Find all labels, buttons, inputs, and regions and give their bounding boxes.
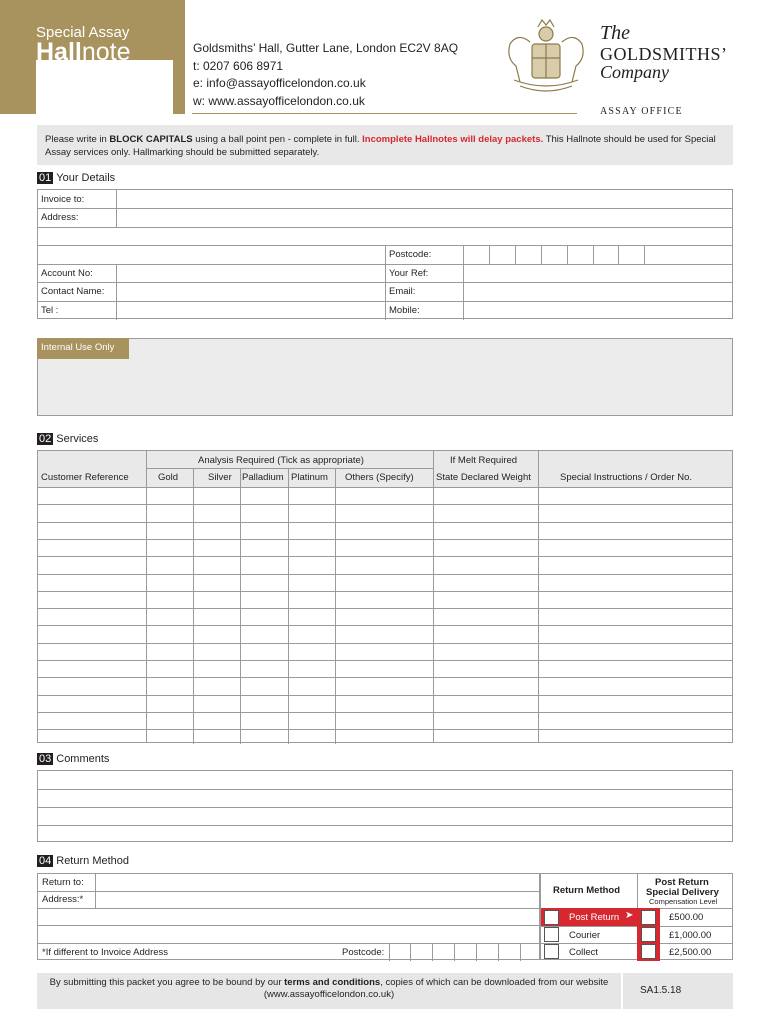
tel-label: Tel : [41,305,59,316]
company-suffix: Company [600,62,669,82]
footer-divider [621,973,623,1009]
col-customer-reference: Customer Reference [41,472,129,483]
invoice-to-label: Invoice to: [41,194,85,205]
col-declared-weight: State Declared Weight [436,472,531,483]
arrow-right-icon: ➤ [625,910,634,921]
contact-email: e: info@assayofficelondon.co.uk [193,76,366,90]
service-row-line [38,591,732,592]
section-03-title: 03 Comments [39,753,110,765]
collect-checkbox[interactable] [544,944,559,959]
col-silver: Silver [208,472,232,483]
special-delivery-header: Special Delivery [646,887,719,898]
contact-block [193,40,458,110]
internal-use-label: Internal Use Only [37,338,129,359]
method-post-return: Post Return [569,912,620,923]
return-address-label: Address:* [42,894,84,905]
contact-tel: t: 0207 606 8971 [193,58,284,73]
return-to-label: Return to: [42,877,84,888]
company-the: The [600,22,630,44]
service-row-line [38,695,732,696]
level-2500-checkbox[interactable] [641,944,656,959]
company-office: ASSAY OFFICE [600,106,683,117]
melt-header: If Melt Required [450,455,518,466]
internal-use-box [37,338,733,416]
address-label: Address: [41,212,79,223]
terms-link[interactable]: terms and conditions [284,977,381,988]
return-postcode-label: Postcode: [342,947,385,958]
return-method-table [540,873,733,960]
service-row-line [38,608,732,609]
section-01-title: 01 Your Details [39,172,116,184]
postcode-label: Postcode: [389,249,432,260]
instructions-notice: Please write in BLOCK CAPITALS using a ball point pen - complete in full. Incomplete Hallnotes will delay packets. This Hallnote should be used for Special Assay services only. Hallmarking should be submitted separately. [37,125,733,165]
section-04-title: 04 Return Method [39,855,130,867]
col-platinum: Platinum [291,472,328,483]
courier-checkbox[interactable] [544,927,559,942]
level-2500: £2,500.00 [669,947,712,958]
col-others: Others (Specify) [345,472,414,483]
return-method-header: Return Method [553,885,621,896]
email-label: Email: [389,286,416,297]
post-return-header: Post Return [655,877,709,888]
service-row-line [38,729,732,730]
service-row-line [38,625,732,626]
comments-box[interactable] [37,770,733,842]
service-row-line [38,539,732,540]
brand-subtitle: Special Assay [36,24,130,41]
level-500-checkbox[interactable] [641,910,656,925]
level-1000: £1,000.00 [669,930,712,941]
col-palladium: Palladium [242,472,284,483]
contact-address: Goldsmiths’ Hall, Gutter Lane, London EC2V 8AQ [193,41,459,55]
form-code: SA1.5.18 [640,985,682,996]
footer-terms: By submitting this packet you agree to be bound by our terms and conditions, copies of which can be downloaded from our website (www.assayofficelondon.co.uk) [49,977,609,1000]
service-row-line [38,677,732,678]
if-different-note: *If different to Invoice Address [42,947,169,958]
col-gold: Gold [158,472,179,483]
service-row-line [38,522,732,523]
service-row-line [38,504,732,505]
level-500: £500.00 [669,912,704,923]
header-rule [192,113,577,114]
method-collect: Collect [569,947,599,958]
company-name: GOLDSMITHS’ [600,44,728,64]
brand-title: Hallnote [36,38,131,66]
service-row-line [38,574,732,575]
return-address-table [37,873,540,960]
service-row-line [38,660,732,661]
post-return-checkbox[interactable] [544,910,559,925]
service-row-line [38,643,732,644]
goldsmiths-crest-icon [500,14,592,100]
your-details-table [37,189,733,319]
service-row-line [38,556,732,557]
brand-panel-white [36,60,173,114]
col-special-instructions: Special Instructions / Order No. [560,472,692,483]
mobile-label: Mobile: [389,305,420,316]
method-courier: Courier [569,930,601,941]
services-table [37,450,733,743]
contact-name-label: Contact Name: [41,286,105,297]
compensation-level-header: Compensation Level [649,897,718,906]
contact-web: w: www.assayofficelondon.co.uk [193,93,365,108]
account-no-label: Account No: [41,268,93,279]
service-row-line [38,712,732,713]
level-1000-checkbox[interactable] [641,927,656,942]
your-ref-label: Your Ref: [389,268,429,279]
section-02-title: 02 Services [39,433,99,445]
analysis-header: Analysis Required (Tick as appropriate) [198,455,364,466]
